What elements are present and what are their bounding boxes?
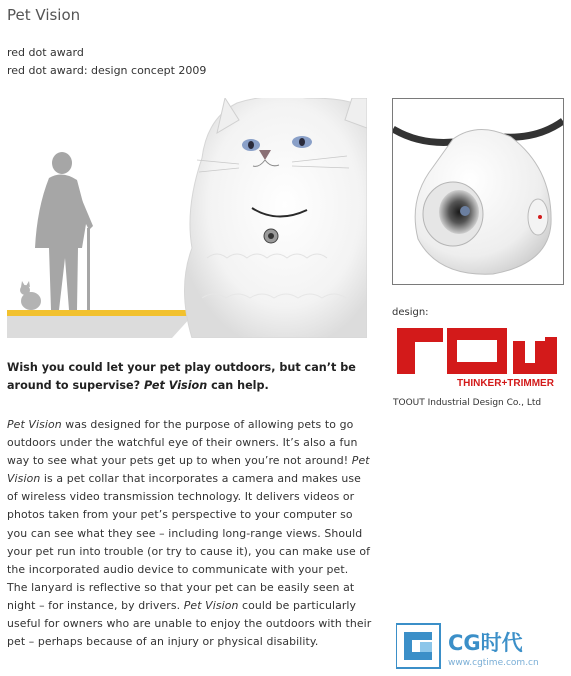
paragraph-text: could be particularly useful for owners who are unable to enjoy the outdoors with their pet – perhaps because of an injury or physical disability. (7, 598, 372, 649)
cgtime-watermark (396, 622, 566, 672)
ground-stripe (7, 310, 192, 316)
lead-paragraph (7, 359, 369, 395)
ground-shadow (7, 316, 192, 338)
product-photo (392, 98, 564, 285)
product-name: Pet Vision (7, 454, 370, 486)
award-line: red dot award (7, 46, 84, 59)
award-line-concept: red dot award: design concept 2009 (7, 64, 207, 77)
hero-illustration (7, 98, 367, 338)
cat-and-owner-image (7, 98, 367, 338)
paragraph-text: was designed for the purpose of allowing pets to go outdoors under the watchful eye of their owners. It’s also a fun way to see what your pets get up to when you’re not around! (7, 418, 358, 468)
tooout-logo (397, 323, 557, 389)
product-name: Pet Vision (7, 418, 62, 431)
lead-product-name: Pet Vision (144, 379, 208, 392)
white-cat (185, 98, 368, 338)
watermark-url: www.cgtime.com.cn (448, 658, 539, 668)
design-label: design: (392, 307, 429, 318)
watermark-logo-icon (396, 624, 440, 668)
company-name: TOOUT Industrial Design Co., Ltd (393, 398, 542, 408)
small-cat-silhouette (20, 281, 41, 310)
product-name: Pet Vision (183, 598, 239, 612)
lead-text-end: can help. (207, 379, 269, 392)
logo-tagline: THINKER+TRIMMER (457, 378, 554, 389)
owner-silhouette (35, 152, 93, 310)
paragraph-text: is a pet collar that incorporates a camera and makes use of wireless video transmission technology. It delivers videos or photos taken from your pet’s perspective to your computer so you can see what they see – including long-range views. Should your pet run into trouble (or try to cause it), you can make use of the incorporated audio device to communicate with your pet. The lanyard is reflective so that your pet can be easily seen at night – for instance, by drivers. (7, 472, 371, 612)
lead-text: Wish you could let your pet play outdoors, but can’t be around to supervise? (7, 361, 356, 392)
description-paragraph (7, 416, 372, 651)
page-title: Pet Vision (7, 6, 81, 24)
watermark-brand: CG时代 (448, 631, 523, 655)
camera-collar-image (393, 99, 563, 284)
